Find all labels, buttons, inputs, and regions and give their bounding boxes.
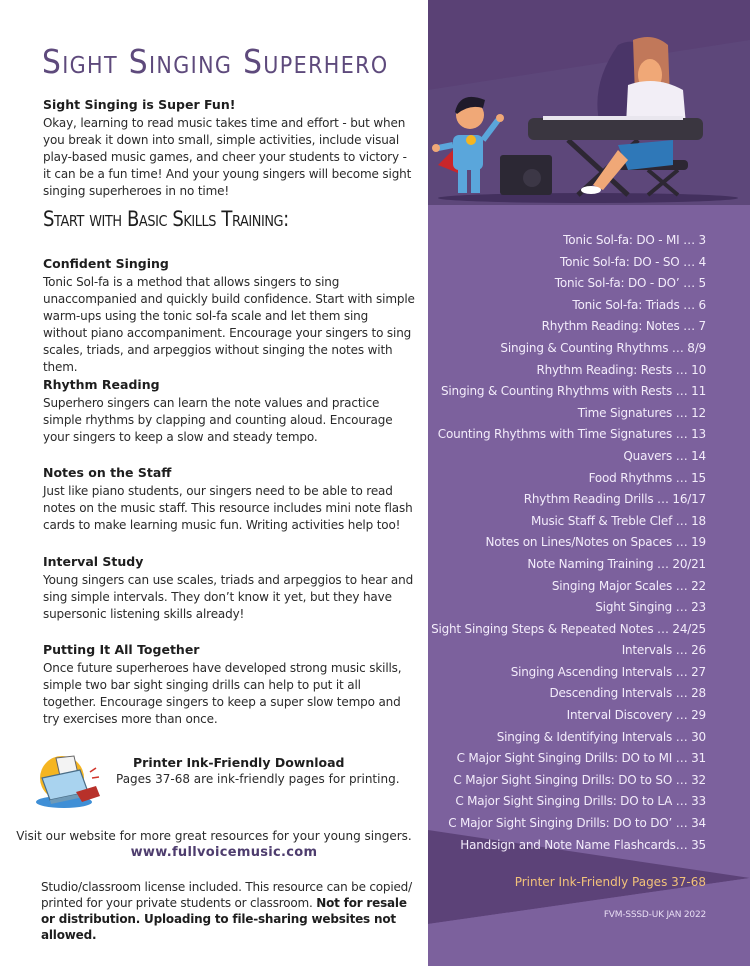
- table-of-contents-panel: [428, 0, 750, 966]
- toc-item: C Major Sight Singing Drills: DO to DO’ … 34: [448, 816, 706, 831]
- toc-item: C Major Sight Singing Drills: DO to LA … 33: [455, 794, 706, 809]
- toc-item: Note Naming Training … 20/21: [527, 556, 706, 571]
- toc-item: Music Staff & Treble Clef … 18: [530, 513, 706, 528]
- printer-icon: [34, 752, 106, 810]
- printer-title: Printer Ink-Friendly Download: [133, 755, 345, 770]
- section-rhythm-reading: [43, 377, 415, 446]
- toc-item: Singing & Counting Rhythms … 8/9: [500, 340, 706, 355]
- license-text: Studio/classroom license included. This resource can be copied/ printed for your private students or classroom.: [41, 880, 412, 910]
- section-confident-singing: [43, 256, 415, 376]
- toc-item: Intervals … 26: [621, 643, 706, 658]
- product-code: FVM-SSSD-UK JAN 2022: [603, 910, 706, 920]
- toc-item: Tonic Sol-fa: DO - SO … 4: [559, 254, 706, 269]
- toc-item: Food Rhythms … 15: [588, 470, 706, 485]
- section-notes-on-staff: [43, 465, 415, 534]
- section-interval-study: [43, 554, 415, 623]
- toc-item: Tonic Sol-fa: DO - MI … 3: [563, 233, 706, 247]
- website-link[interactable]: www.fullvoicemusic.com: [130, 845, 318, 860]
- intro-heading: Sight Singing is Super Fun!: [43, 97, 236, 112]
- toc-item: Singing Major Scales … 22: [551, 578, 706, 593]
- toc-item: Tonic Sol-fa: DO - DO’ … 5: [554, 276, 706, 291]
- toc-item: Rhythm Reading: Notes … 7: [541, 319, 706, 334]
- section-body: Young singers can use scales, triads and arpeggios to hear and sing simple intervals. They don’t know it yet, but they have supersonic listening skills already!: [43, 573, 414, 621]
- section-body: Once future superheroes have developed strong music skills, simple two bar sight singing drills can help to put it all together. Encourage singers to keep a super slow tempo and try exercises more than once.: [43, 661, 402, 726]
- superhero-kid-and-keyboard-player-illustration: [428, 0, 750, 210]
- toc-item: C Major Sight Singing Drills: DO to MI … 31: [456, 751, 706, 766]
- section-putting-together: [43, 642, 415, 728]
- section-heading: Putting It All Together: [43, 642, 200, 657]
- section-body: Tonic Sol-fa is a method that allows singers to sing unaccompanied and quickly build confidence. Start with simple warm-ups using the tonic sol-fa scale and let them sing without piano accompaniment. Encourage your singers to sing scales, triads, and arpeggios without singing the notes with them.: [43, 275, 415, 374]
- section-heading: Interval Study: [43, 554, 144, 569]
- ink-friendly-pages-label: Printer Ink-Friendly Pages 37-68: [514, 875, 706, 889]
- license-notice: [41, 879, 421, 943]
- toc-item: Descending Intervals … 28: [549, 686, 706, 701]
- section-heading: Notes on the Staff: [43, 465, 172, 480]
- toc-item: Singing Ascending Intervals … 27: [510, 664, 706, 679]
- visit-text: Visit our website for more great resources for your young singers.: [16, 829, 412, 843]
- toc-item: Sight Singing … 23: [595, 600, 706, 615]
- toc-item: Singing & Identifying Intervals … 30: [496, 729, 706, 744]
- toc-item: Quavers … 14: [623, 448, 706, 463]
- skills-subtitle: Start with Basic Skills Training:: [43, 207, 289, 231]
- page-title: Sight Singing Superhero: [42, 42, 389, 81]
- toc-item: Sight Singing Steps & Repeated Notes … 24/25: [431, 621, 706, 636]
- toc-item: Rhythm Reading: Rests … 10: [536, 362, 706, 377]
- section-body: Superhero singers can learn the note values and practice simple rhythms by clapping and counting aloud. Encourage your singers to keep a slow and steady tempo.: [43, 396, 393, 444]
- printer-download-block: [34, 750, 414, 810]
- toc-item: Singing & Counting Rhythms with Rests … 11: [441, 384, 706, 399]
- toc-item: Handsign and Note Name Flashcards… 35: [460, 837, 706, 852]
- license-warning: Not for resale or distribution. Uploading to file-sharing websites not allowed.: [41, 896, 407, 942]
- section-heading: Rhythm Reading: [43, 377, 160, 392]
- toc-item: Tonic Sol-fa: Triads … 6: [572, 297, 706, 312]
- toc-item: Time Signatures … 12: [577, 405, 706, 420]
- intro-body: Okay, learning to read music takes time and effort - but when you break it down into small, simple activities, include visual play-based music games, and cheer your students to victory - it can be a fun time! And your young singers will become sight singing superheroes in no time!: [43, 116, 412, 198]
- toc-item: Rhythm Reading Drills … 16/17: [523, 492, 706, 507]
- toc-list: [428, 230, 706, 856]
- printer-subtitle: Pages 37-68 are ink-friendly pages for printing.: [116, 772, 400, 786]
- toc-item: Interval Discovery … 29: [566, 708, 706, 723]
- toc-item: C Major Sight Singing Drills: DO to SO … 32: [453, 772, 706, 787]
- toc-item: Notes on Lines/Notes on Spaces … 19: [485, 535, 706, 550]
- section-body: Just like piano students, our singers need to be able to read notes on the music staff. This resource includes mini note flash cards to make learning music fun. Writing activities help too!: [43, 484, 413, 532]
- toc-item: Counting Rhythms with Time Signatures … 13: [437, 427, 706, 442]
- section-heading: Confident Singing: [43, 256, 169, 271]
